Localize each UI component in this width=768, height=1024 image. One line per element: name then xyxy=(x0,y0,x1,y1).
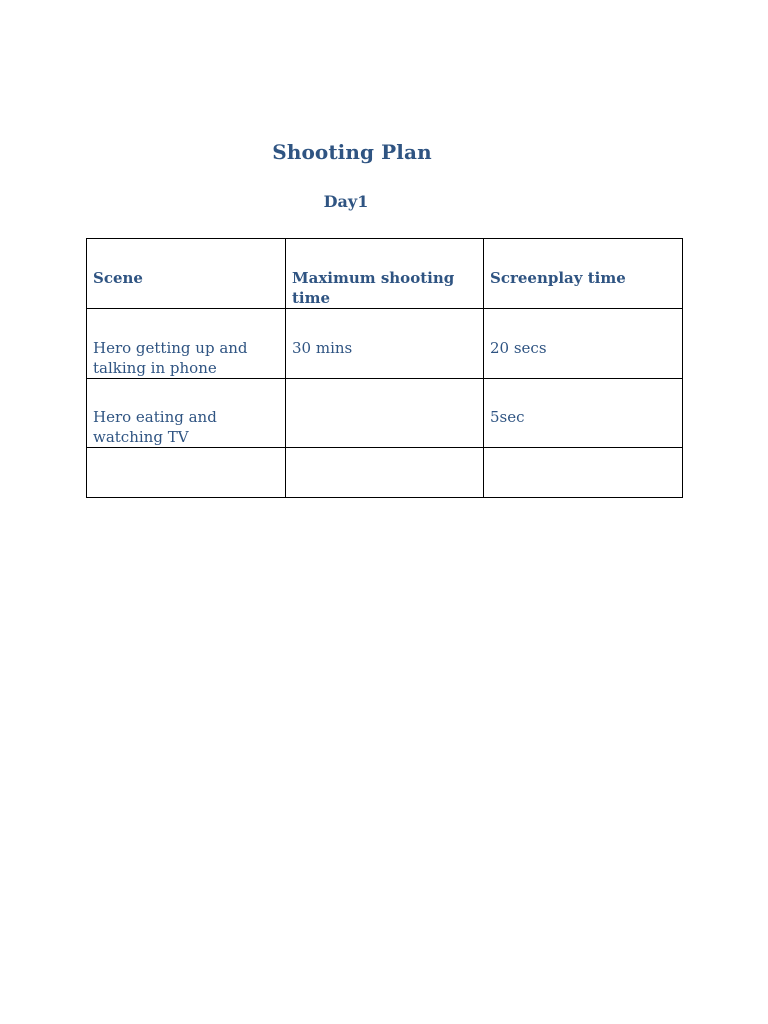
table-row xyxy=(87,379,683,448)
table-cell-screenplay-time xyxy=(484,448,683,498)
table-cell-max-shooting-time xyxy=(286,448,484,498)
table-row xyxy=(87,448,683,498)
header-cell-max-shooting-time: Maximum shooting time xyxy=(286,239,484,309)
table-cell-screenplay-time: 5sec xyxy=(484,379,683,448)
table-cell-screenplay-time: 20 secs xyxy=(484,309,683,379)
header-cell-scene: Scene xyxy=(87,239,286,309)
table-cell-scene xyxy=(87,448,286,498)
table-row xyxy=(87,309,683,379)
document-title: Shooting Plan xyxy=(272,140,432,164)
document-subtitle: Day1 xyxy=(323,192,369,211)
table-cell-max-shooting-time: 30 mins xyxy=(286,309,484,379)
table-cell-scene: Hero getting up and talking in phone xyxy=(87,309,286,379)
table-cell-scene: Hero eating and watching TV xyxy=(87,379,286,448)
table-cell-max-shooting-time xyxy=(286,379,484,448)
header-cell-screenplay-time: Screenplay time xyxy=(484,239,683,309)
shooting-plan-table xyxy=(86,238,683,498)
table-header-row xyxy=(87,239,683,309)
